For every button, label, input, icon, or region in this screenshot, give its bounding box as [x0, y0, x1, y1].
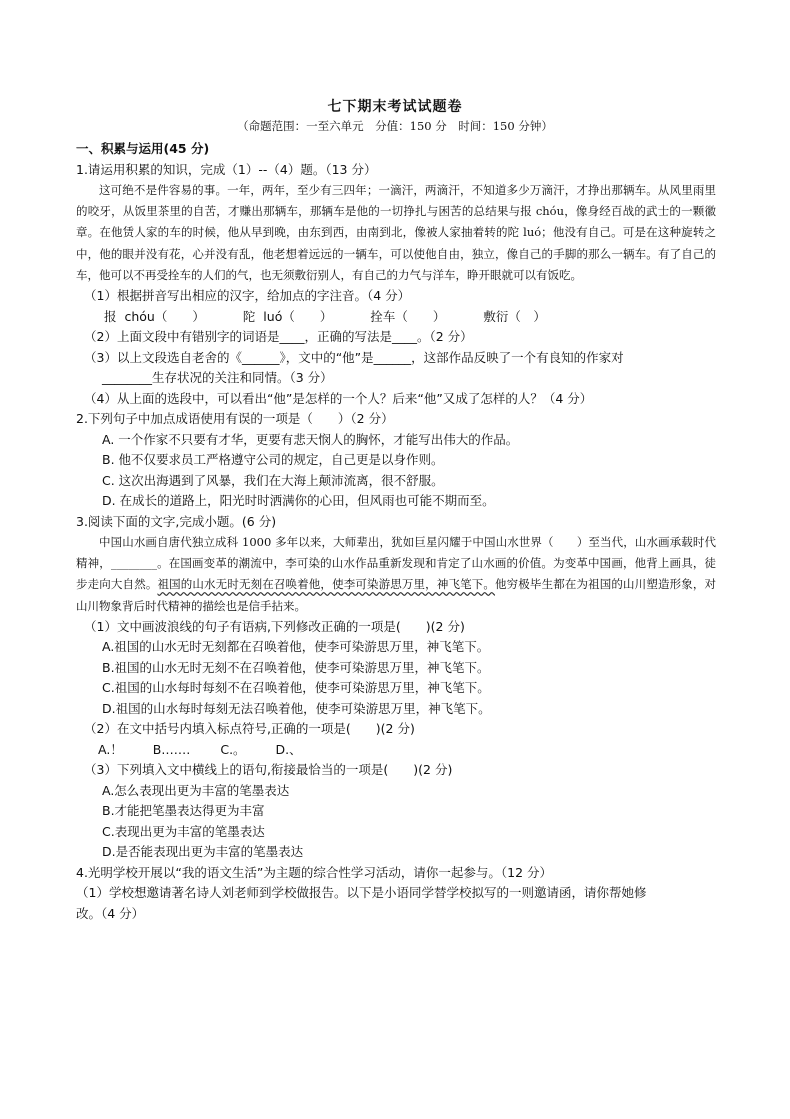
q1-sub1: （1）根据拼音写出相应的汉字，给加点的字注音。（4 分）: [84, 288, 411, 304]
q3-sub3-option: C.表现出更为丰富的笔墨表达: [102, 823, 265, 839]
q3-sub2-option: B.……: [152, 741, 191, 757]
q3-sub2-options: [76, 740, 716, 761]
section-heading: 一、积累与运用(45 分): [76, 141, 210, 156]
q3-sub1: （1）文中画波浪线的句子有语病,下列修改正确的一项是( )(2 分): [84, 618, 465, 634]
page-title: 七下期末考试试题卷: [327, 99, 463, 115]
q3-stem: 3.阅读下面的文字,完成小题。(6 分): [76, 513, 277, 529]
pinyin-item: 陀 luó（ ）: [242, 308, 333, 324]
q4-sub1-line1: （1）学校想邀请著名诗人刘老师到学校做报告。以下是小语同学替学校拟写的一则邀请函，请你帮她修: [76, 885, 647, 901]
exam-content: [76, 139, 716, 924]
q1-sub3-line2: ________生存状况的关注和同情。（3 分）: [102, 370, 333, 386]
q3-sub1-option: A.祖国的山水无时无刻都在召唤着他，使李可染游思万里，神飞笔下。: [102, 639, 490, 655]
q2-stem: 2.下列句子中加点成语使用有误的一项是（ ）（2 分）: [76, 411, 394, 427]
q3-sub1-option: D.祖国的山水每时每刻无法召唤着他，使李可染游思万里，神飞笔下。: [102, 700, 491, 716]
q1-sub2: （2）上面文段中有错别字的词语是____，正确的写法是____。（2 分）: [84, 329, 473, 345]
q2-option: B. 他不仅要求员工严格遵守公司的规定，自己更是以身作则。: [102, 452, 444, 468]
q3-passage-part-b: 他穷极毕生都在为祖国的山川塑造形象，对山川物象背后时代精神的描绘也是信手拈来。: [76, 577, 717, 613]
q3-sub1-option: C.祖国的山水每时每刻不在召唤着他，使李可染游思万里，神飞笔下。: [102, 680, 490, 696]
q3-passage: [76, 532, 716, 617]
q1-stem: 1.请运用积累的知识，完成（1）--（4）题。（13 分）: [76, 161, 377, 177]
q2-option: D. 在成长的道路上，阳光时时洒满你的心田，但风雨也可能不期而至。: [102, 493, 495, 509]
q3-sub2-option: D.、: [275, 741, 302, 757]
q3-sub3-option: A.怎么表现出更为丰富的笔墨表达: [102, 782, 290, 798]
q2-option: A. 一个作家不只要有才华，更要有悲天悯人的胸怀，才能写出伟大的作品。: [102, 431, 519, 447]
pinyin-item: 敷衍（ ）: [483, 308, 546, 324]
q3-sub2: （2）在文中括号内填入标点符号,正确的一项是( )(2 分): [84, 721, 415, 737]
q3-wavy-sentence: 祖国的山水无时无刻在召唤着他，使李可染游思万里，神飞笔下。: [157, 577, 496, 592]
pinyin-item: 拴车（ ）: [370, 308, 446, 324]
q3-sub2-option: A.！: [98, 741, 123, 757]
q1-passage: 这可绝不是件容易的事。一年，两年，至少有三四年；一滴汗，两滴汗，不知道多少万滴汗，才挣出那辆车。从风里雨里的咬牙，从饭里茶里的自苦，才赚出那辆车，那辆车是他的一切挣扎与困苦的总结果与报 chóu，像身经百战的武士的一颗徽章。在他赁人家的车的时候，他从早到晚，由东到西，由南到北，像被人家抽着转的陀 luó；他没有自己。可是在这种旋转之中，他的眼并没有花，心并没有乱，他老想着远远的一辆车，可以使他自由，独立，像自己的手脚的那么一辆车。有了自己的车，他可以不再受拴车的人们的气，也无须敷衍别人，有自己的力气与洋车，睁开眼就可以有饭吃。: [76, 183, 716, 282]
q3-sub1-option: B.祖国的山水无时无刻不在召唤着他，使李可染游思万里，神飞笔下。: [102, 659, 490, 675]
q3-sub3-option: B.才能把笔墨表达得更为丰富: [102, 803, 265, 819]
q1-sub4: （4）从上面的选段中，可以看出“他”是怎样的一个人？后来“他”又成了怎样的人？（4 分）: [84, 390, 593, 406]
q3-sub3-option: D.是否能表现出更为丰富的笔墨表达: [102, 844, 304, 860]
q3-sub3: （3）下列填入文中横线上的语句,衔接最恰当的一项是( )(2 分): [84, 762, 453, 778]
page-subtitle: （命题范围：一至六单元 分值：150 分 时间：150 分钟）: [237, 119, 553, 133]
q1-sub3-line1: （3）以上文段选自老舍的《______》，文中的“他”是______，这部作品反映了一个有良知的作家对: [84, 349, 624, 365]
q1-pinyin-row: [76, 307, 716, 328]
q4-sub1-line2: 改。（4 分）: [76, 905, 145, 921]
q3-passage-part-a: 中国山水画自唐代独立成科 1000 多年以来，大师辈出，犹如巨星闪耀于中国山水世界（ ）至当代，山水画承载时代精神，________。在国画变革的潮流中，李可染的山水作品重新发现和肯定了山水画的价值。为变革中国画，他背上画具，徒步走向大自然。: [76, 535, 716, 592]
q4-stem: 4.光明学校开展以“我的语文生活”为主题的综合性学习活动，请你一起参与。（12 分）: [76, 864, 553, 880]
q3-sub2-option: C.。: [220, 741, 246, 757]
pinyin-item: 报 chóu（ ）: [104, 308, 205, 324]
q2-option: C. 这次出海遇到了风暴，我们在大海上颠沛流离，很不舒服。: [102, 472, 444, 488]
